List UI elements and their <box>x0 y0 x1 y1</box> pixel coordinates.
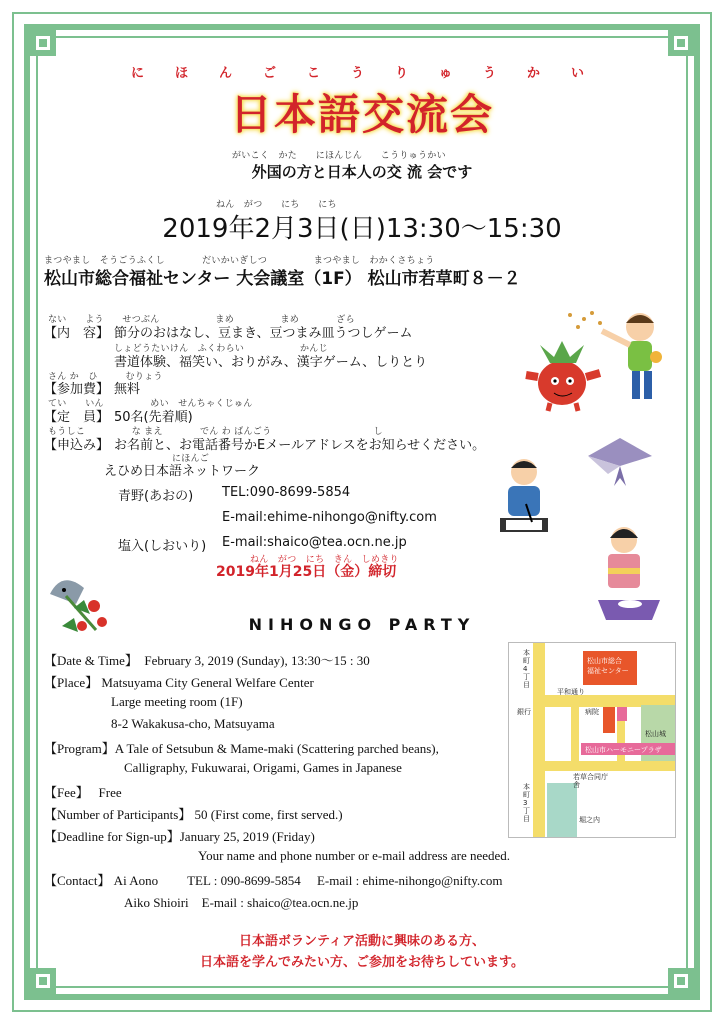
kimono-girl-illustration <box>594 520 664 624</box>
map-horinouchi-area <box>547 783 577 837</box>
corner-ornament <box>668 968 694 994</box>
venue-map <box>508 642 676 838</box>
corner-ornament <box>668 30 694 56</box>
map-horinouchi: 堀之内 <box>579 816 600 824</box>
capacity-value: 50名(先着順) <box>114 410 193 425</box>
english-place-room: Large meeting room (1F) <box>111 694 243 709</box>
capacity-label: 【定 員】 <box>44 410 110 425</box>
map-castle: 松山城 <box>645 730 666 738</box>
map-center-label: 松山市総合 福祉センター <box>587 657 629 675</box>
map-road-vertical <box>533 643 545 837</box>
english-fee: 【Fee】 Free <box>44 785 122 800</box>
english-program-2: Calligraphy, Fukuwarai, Origami, Games in Japanese <box>124 760 402 775</box>
origami-crane-icon <box>584 434 656 490</box>
fee-label: 【参加費】 <box>44 382 110 397</box>
map-road-lower <box>545 761 675 771</box>
subtitle: 外国の方と日本人の交 流 会です <box>251 163 473 181</box>
apply-label: 【申込み】 <box>44 438 110 453</box>
english-datetime: 【Date & Time】 February 3, 2019 (Sunday), 13:30〜15 : 30 <box>44 653 370 668</box>
event-date: 2019年2月3日(日)13:30〜15:30 <box>162 214 562 244</box>
map-hospital: 病院 <box>585 708 599 716</box>
capacity-ruby: てい いん めい せんちゃくじゅん <box>48 399 253 409</box>
venue-ruby: まつやまし そうごうふくし だいかいぎしつ まつやまし わかくさちょう <box>44 256 435 266</box>
english-place-address: 8-2 Wakakusa-cho, Matsuyama <box>111 716 275 731</box>
title-reading: に ほ ん ご こ う り ゅ う か い <box>130 66 593 81</box>
english-participants: 【Number of Participants】 50 (First come, first served.) <box>44 807 343 822</box>
map-center-building <box>603 707 615 733</box>
english-title: NIHONGO PARTY <box>248 615 476 634</box>
apply-text: お名前と、お電話番号かEメールアドレスをお知らせください。 <box>114 438 486 453</box>
red-oni-illustration <box>526 341 600 411</box>
contact2-email: E-mail:shaico@tea.ocn.ne.jp <box>222 535 407 550</box>
map-heiwa: 平和通り <box>557 688 585 696</box>
calligraphy-boy-illustration <box>492 452 556 544</box>
fee-value: 無料 <box>114 382 141 397</box>
english-place: 【Place】 Matsuyama City General Welfare Center <box>44 675 314 690</box>
deadline-jp: 2019年1月25日（金）締切 <box>216 564 397 580</box>
english-program: 【Program】A Tale of Setsubun & Mame-maki (Scattering parched beans), <box>44 741 439 756</box>
english-contact: 【Contact】 Ai Aono TEL : 090-8699-5854 E-mail : ehime-nihongo@nifty.com <box>44 873 503 888</box>
footer-line-1: 日本語ボランティア活動に興味のある方、 <box>239 934 485 949</box>
subtitle-ruby: がいこく かた にほんじん こうりゅうかい <box>232 151 446 161</box>
map-harmony-label: 松山市ハーモニープラザ <box>585 746 662 754</box>
english-deadline: 【Deadline for Sign-up】January 25, 2019 (Friday) <box>44 829 315 844</box>
beans-illustration <box>568 311 602 329</box>
deadline-ruby: ねん がつ にち きん しめきり <box>250 555 399 565</box>
contact1-email: E-mail:ehime-nihongo@nifty.com <box>222 510 437 525</box>
content-ruby: ない よう せつぶん まめ まめ ざら <box>48 315 355 325</box>
map-honmachi3: 本町3丁目 <box>523 783 530 823</box>
content-line2: 書道体験、福笑い、おりがみ、漢字ゲーム、しりとり <box>114 355 428 370</box>
english-needed: Your name and phone number or e-mail address are needed. <box>198 848 511 863</box>
fee-ruby: さん か ひ むりょう <box>48 372 163 382</box>
apply-ruby: もうしこ な まえ でん わ ばんごう し <box>48 427 383 437</box>
content-label: 【内 容】 <box>44 326 110 341</box>
boy-throwing-beans-illustration <box>602 313 662 399</box>
date-ruby: ねん がつ にち にち <box>216 200 337 210</box>
map-bank: 銀行 <box>517 708 531 716</box>
venue: 松山市総合福祉センター 大会議室（1F） 松山市若草町８－２ <box>44 269 521 289</box>
map-harmony-building <box>617 707 627 721</box>
map-road-side <box>571 707 579 761</box>
network-ruby: にほんご <box>172 454 210 464</box>
main-title: 日本語交流会 <box>229 90 494 139</box>
map-honmachi4: 本町4丁目 <box>523 649 530 689</box>
map-wakakusa: 若草合同庁舎 <box>573 773 608 789</box>
contact2-name: 塩入(しおいり) <box>118 539 207 554</box>
organization: えひめ日本語ネットワーク <box>104 464 261 479</box>
content-line1: 節分のおはなし、豆まき、豆つまみ皿うつしゲーム <box>114 326 413 341</box>
setsubun-illustration <box>520 305 670 415</box>
content2-ruby: しょどうたいけん ふくわらい かんじ <box>114 344 328 354</box>
corner-ornament <box>30 30 56 56</box>
contact1-tel: TEL:090-8699-5854 <box>222 485 351 500</box>
corner-ornament <box>30 968 56 994</box>
footer-line-2: 日本語を学んでみたい方、ご参加をお待ちしています。 <box>200 955 524 970</box>
english-contact-2: Aiko Shioiri E-mail : shaico@tea.ocn.ne.jp <box>124 895 359 910</box>
contact1-name: 青野(あおの) <box>118 489 194 504</box>
